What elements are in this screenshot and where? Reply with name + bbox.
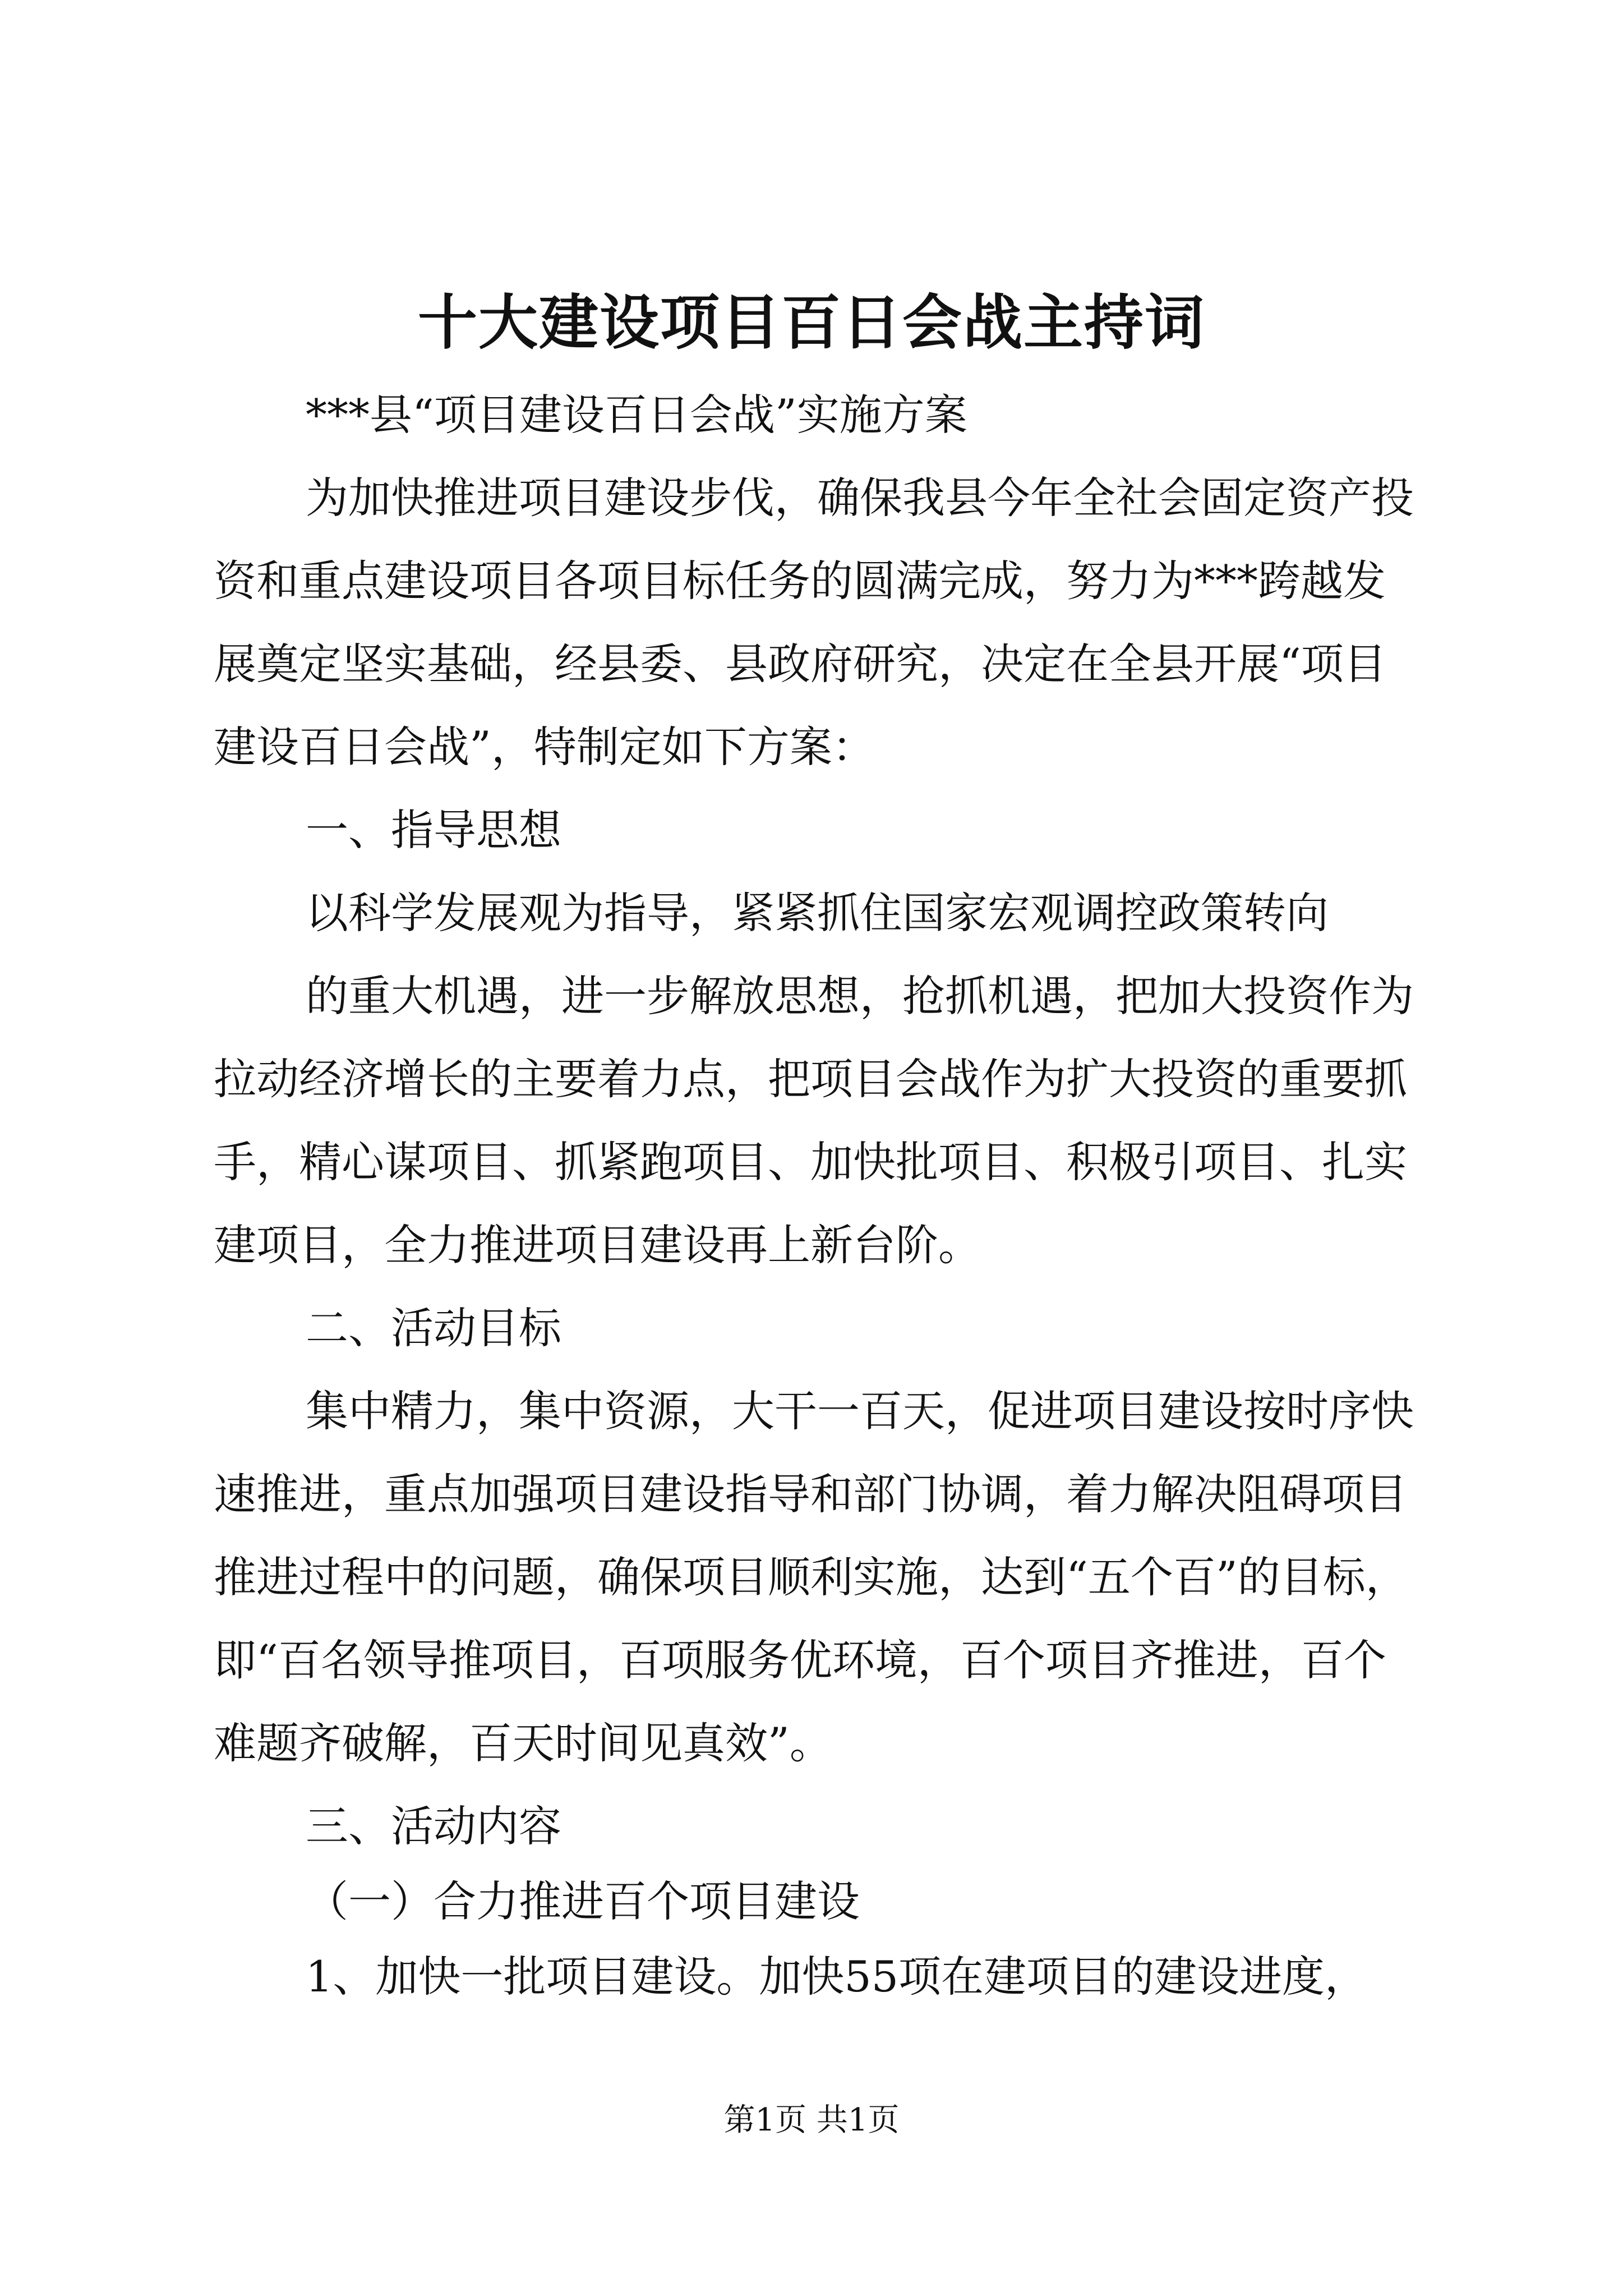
paragraph-line: 推进过程中的问题，确保项目顺利实施，达到“五个百”的目标，: [214, 1552, 1408, 1602]
paragraph-line: 为加快推进项目建设步伐，确保我县今年全社会固定资产投: [306, 473, 1414, 523]
section-heading: 二、活动目标: [306, 1303, 561, 1353]
subsection-heading: （一）合力推进百个项目建设: [306, 1876, 860, 1926]
plan-heading: ***县“项目建设百日会战”实施方案: [306, 390, 967, 440]
section-heading: 一、指导思想: [306, 805, 561, 855]
paragraph-line: 建项目，全力推进项目建设再上新台阶。: [214, 1220, 981, 1270]
paragraph-line: 1、加快一批项目建设。加快55项在建项目的建设进度，: [306, 1952, 1368, 2001]
paragraph-line: 难题齐破解，百天时间见真效”。: [214, 1718, 832, 1768]
paragraph-line: 集中精力，集中资源，大干一百天，促进项目建设按时序快: [306, 1386, 1414, 1436]
paragraph-line: 的重大机遇，进一步解放思想，抢抓机遇，把加大投资作为: [306, 971, 1414, 1021]
paragraph-line: 手，精心谋项目、抓紧跑项目、加快批项目、积极引项目、扎实: [214, 1137, 1407, 1187]
paragraph-line: 即“百名领导推项目，百项服务优环境，百个项目齐推进，百个: [214, 1635, 1386, 1685]
paragraph-line: 展奠定坚实基础，经县委、县政府研究，决定在全县开展“项目: [214, 639, 1386, 689]
page-footer: 第1页 共1页: [723, 2102, 900, 2138]
section-heading: 三、活动内容: [306, 1801, 561, 1851]
paragraph-line: 建设百日会战”，特制定如下方案：: [214, 722, 875, 772]
paragraph-line: 拉动经济增长的主要着力点，把项目会战作为扩大投资的重要抓: [214, 1054, 1407, 1104]
paragraph-line: 资和重点建设项目各项目标任务的圆满完成，努力为***跨越发: [214, 556, 1386, 606]
paragraph-line: 以科学发展观为指导，紧紧抓住国家宏观调控政策转向: [306, 888, 1329, 938]
paragraph-line: 速推进，重点加强项目建设指导和部门协调，着力解决阻碍项目: [214, 1469, 1407, 1519]
document-title: 十大建设项目百日会战主持词: [418, 287, 1205, 357]
